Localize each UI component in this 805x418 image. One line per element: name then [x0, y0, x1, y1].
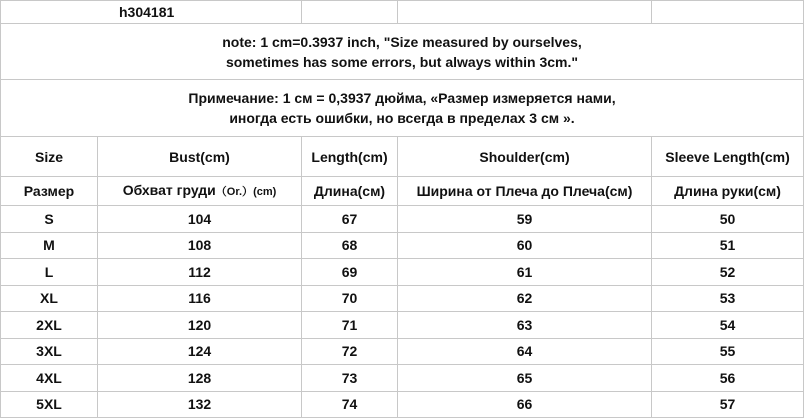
cell-bust: 116 [98, 285, 302, 312]
table-row [1, 285, 804, 312]
table-row [1, 391, 804, 418]
cell-shoulder: 59 [398, 206, 652, 233]
table-row [1, 338, 804, 365]
cell-size: 5XL [1, 391, 98, 418]
table-row [1, 206, 804, 233]
header-ru-bust [98, 177, 302, 206]
cell-length: 68 [302, 232, 398, 259]
cell-size: M [1, 232, 98, 259]
cell-bust: 128 [98, 365, 302, 392]
cell-length: 70 [302, 285, 398, 312]
cell-shoulder: 64 [398, 338, 652, 365]
empty-cell [398, 1, 652, 24]
cell-shoulder: 66 [398, 391, 652, 418]
cell-length: 69 [302, 259, 398, 286]
note-russian-line2: иногда есть ошибки, но всегда в пределах 3 см ». [229, 110, 575, 126]
cell-size: XL [1, 285, 98, 312]
note-en-row [1, 24, 804, 80]
header-shoulder: Shoulder(cm) [398, 137, 652, 177]
cell-bust: 132 [98, 391, 302, 418]
cell-sleeve: 52 [652, 259, 804, 286]
cell-sleeve: 57 [652, 391, 804, 418]
product-code: h304181 [1, 1, 302, 24]
note-russian [1, 80, 804, 137]
cell-size: S [1, 206, 98, 233]
note-english [1, 24, 804, 80]
cell-sleeve: 56 [652, 365, 804, 392]
size-rows [1, 206, 804, 418]
note-ru-row [1, 80, 804, 137]
empty-cell [302, 1, 398, 24]
note-english-line2: sometimes has some errors, but always within 3cm." [225, 53, 579, 70]
cell-sleeve: 54 [652, 312, 804, 339]
cell-sleeve: 50 [652, 206, 804, 233]
header-ru-bust-unit: (cm) [253, 186, 277, 198]
cell-shoulder: 62 [398, 285, 652, 312]
cell-size: 4XL [1, 365, 98, 392]
header-ru-length: Длина(см) [302, 177, 398, 206]
cell-bust: 120 [98, 312, 302, 339]
cell-length: 72 [302, 338, 398, 365]
header-sleeve: Sleeve Length(cm) [652, 137, 804, 177]
cell-length: 74 [302, 391, 398, 418]
header-length: Length(cm) [302, 137, 398, 177]
cell-size: 2XL [1, 312, 98, 339]
cell-length: 67 [302, 206, 398, 233]
header-ru-shoulder: Ширина от Плеча до Плеча(см) [398, 177, 652, 206]
cell-bust: 108 [98, 232, 302, 259]
empty-cell [652, 1, 804, 24]
cell-shoulder: 65 [398, 365, 652, 392]
note-english-line1: note: 1 cm=0.3937 inch, "Size measured by ourselves, [222, 33, 582, 50]
header-bust: Bust(cm) [98, 137, 302, 177]
cell-length: 71 [302, 312, 398, 339]
cell-shoulder: 60 [398, 232, 652, 259]
header-ru-bust-label: Обхват груди [122, 182, 216, 198]
cell-size: 3XL [1, 338, 98, 365]
header-ru-sleeve: Длина руки(см) [652, 177, 804, 206]
cell-bust: 112 [98, 259, 302, 286]
table-row [1, 312, 804, 339]
table-row [1, 365, 804, 392]
header-ru-bust-or: （Or.） [215, 186, 254, 198]
note-russian-line1: Примечание: 1 см = 0,3937 дюйма, «Размер измеряется нами, [188, 90, 616, 106]
cell-sleeve: 55 [652, 338, 804, 365]
cell-bust: 104 [98, 206, 302, 233]
table-row [1, 232, 804, 259]
cell-length: 73 [302, 365, 398, 392]
cell-sleeve: 53 [652, 285, 804, 312]
cell-shoulder: 63 [398, 312, 652, 339]
header-en-row [1, 137, 804, 177]
cell-shoulder: 61 [398, 259, 652, 286]
cell-sleeve: 51 [652, 232, 804, 259]
header-size: Size [1, 137, 98, 177]
cell-bust: 124 [98, 338, 302, 365]
table-row [1, 259, 804, 286]
code-row [1, 1, 804, 24]
header-ru-row [1, 177, 804, 206]
cell-size: L [1, 259, 98, 286]
header-ru-size: Размер [1, 177, 98, 206]
